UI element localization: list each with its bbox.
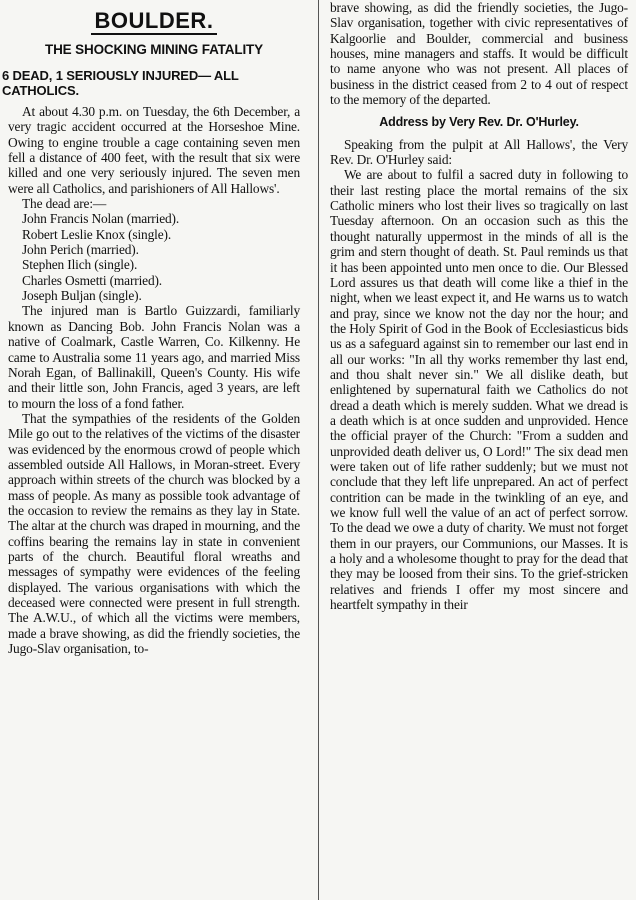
masthead-text: BOULDER.: [91, 8, 218, 35]
list-item: John Francis Nolan (married).: [22, 211, 180, 227]
list-item: Stephen Ilich (single).: [22, 257, 138, 273]
list-item: Joseph Buljan (single).: [22, 288, 142, 304]
dead-list: [8, 211, 300, 303]
masthead: [8, 8, 300, 34]
right-column: [322, 0, 636, 900]
paragraph: The injured man is Bartlo Guizzardi, familiarly known as Dancing Bob. John Francis Nolan was a native of Coalmark, Castle Warren, Co. Kilkenny. He came to Australia some 11 years ago, and married Miss Norah Egan, of Ballinakill, Queen's County. His wife and their little son, John Francis, aged 3 years, are left to mourn the loss of a fond father.: [8, 303, 300, 411]
paragraph: That the sympathies of the residents of the Golden Mile go out to the relatives of the victims of the disaster was evidenced by the enormous crowd of people which assembled outside All Hallows, in Moran-street. Every approach within streets of the church was blocked by a mass of people. As many as possible took advantage of the occasion to review the remains as they lay in State. The altar at the church was draped in mourning, and the coffins bearing the remains lay in state in convenient parts of the church. Beautiful floral wreaths and messages of sympathy were evidences of the feeling displayed. The various organisations with which the deceased were connected were present in full strength. The A.W.U., of which all the victims were members, made a brave showing, as did the friendly societies, the Jugo-Slav organisation, to-: [8, 410, 300, 657]
article-headline: THE SHOCKING MINING FATALITY: [44, 42, 264, 57]
article-subheadline: 6 DEAD, 1 SERIOUSLY INJURED— ALL CATHOLICS.: [2, 68, 239, 98]
paragraph: Speaking from the pulpit at All Hallows', the Very Rev. Dr. O'Hurley said:: [330, 136, 628, 168]
list-item: Charles Osmetti (married).: [22, 272, 163, 288]
left-column: [0, 0, 310, 900]
list-item: Robert Leslie Knox (single).: [22, 226, 172, 242]
list-item: John Perich (married).: [22, 242, 139, 258]
paragraph: We are about to fulfil a sacred duty in following to their last resting place the mortal remains of the six Catholic miners who lost their lives so tragically on last Tuesday afternoon. On an occasion such as this the thought naturally uppermost in the minds of all is the grim and stern thought of death. St. Paul reminds us that it has been appointed unto men once to die. Our Blessed Lord assures us that death will come like a thief in the night, when we least expect it, and He warns us to watch and pray, since we know not the day nor the hour; and the Holy Spirit of God in the Book of Ecclesiasticus bids us as a safeguard against sin to remember our last end in all our works: "In all thy works remember thy last end, and thou shalt never sin." We all dislike death, but enlightened by supernatural faith we Catholics do not dread a death which is merely sudden. What we dread is a death which is at once sudden and unprovided. Hence the official prayer of the Church: "From a sudden and unprovided death deliver us, O Lord!" The six dead men were taken out of life rather suddenly; but we must not conclude that they left life unprepared. An act of perfect contrition can be made in the twinkling of an eye, and we know full well the value of an act of perfect sorrow. To the dead we owe a duty of charity. We must not forget them in our prayers, our Communions, our Masses. It is a holy and a wholesome thought to pray for the dead that they may be loosed from their sins. To the grief-stricken relatives and friends I offer my most sincere and heartfelt sympathy in their: [330, 167, 628, 613]
paragraph: At about 4.30 p.m. on Tuesday, the 6th December, a very tragic accident occurred at the Horseshoe Mine. Owing to engine trouble a cage containing seven men fell a distance of 400 feet, with the result that six were killed and one very seriously injured. The seven men were all Catholics, and parishioners of All Hallows'.: [8, 104, 300, 196]
section-title: Address by Very Rev. Dr. O'Hurley.: [379, 115, 579, 130]
paragraph: The dead are:—: [22, 196, 107, 212]
column-divider: [318, 0, 319, 900]
continued-paragraph: brave showing, as did the friendly societies, the Jugo-Slav organisation, together with civic representatives of Kalgoorlie and Boulder, commercial and business houses, mine managers and staffs. It would be difficult to name anyone who was not present. All places of business in the district ceased from 2 to 4 out of respect to the memory of the departed.: [330, 0, 628, 108]
